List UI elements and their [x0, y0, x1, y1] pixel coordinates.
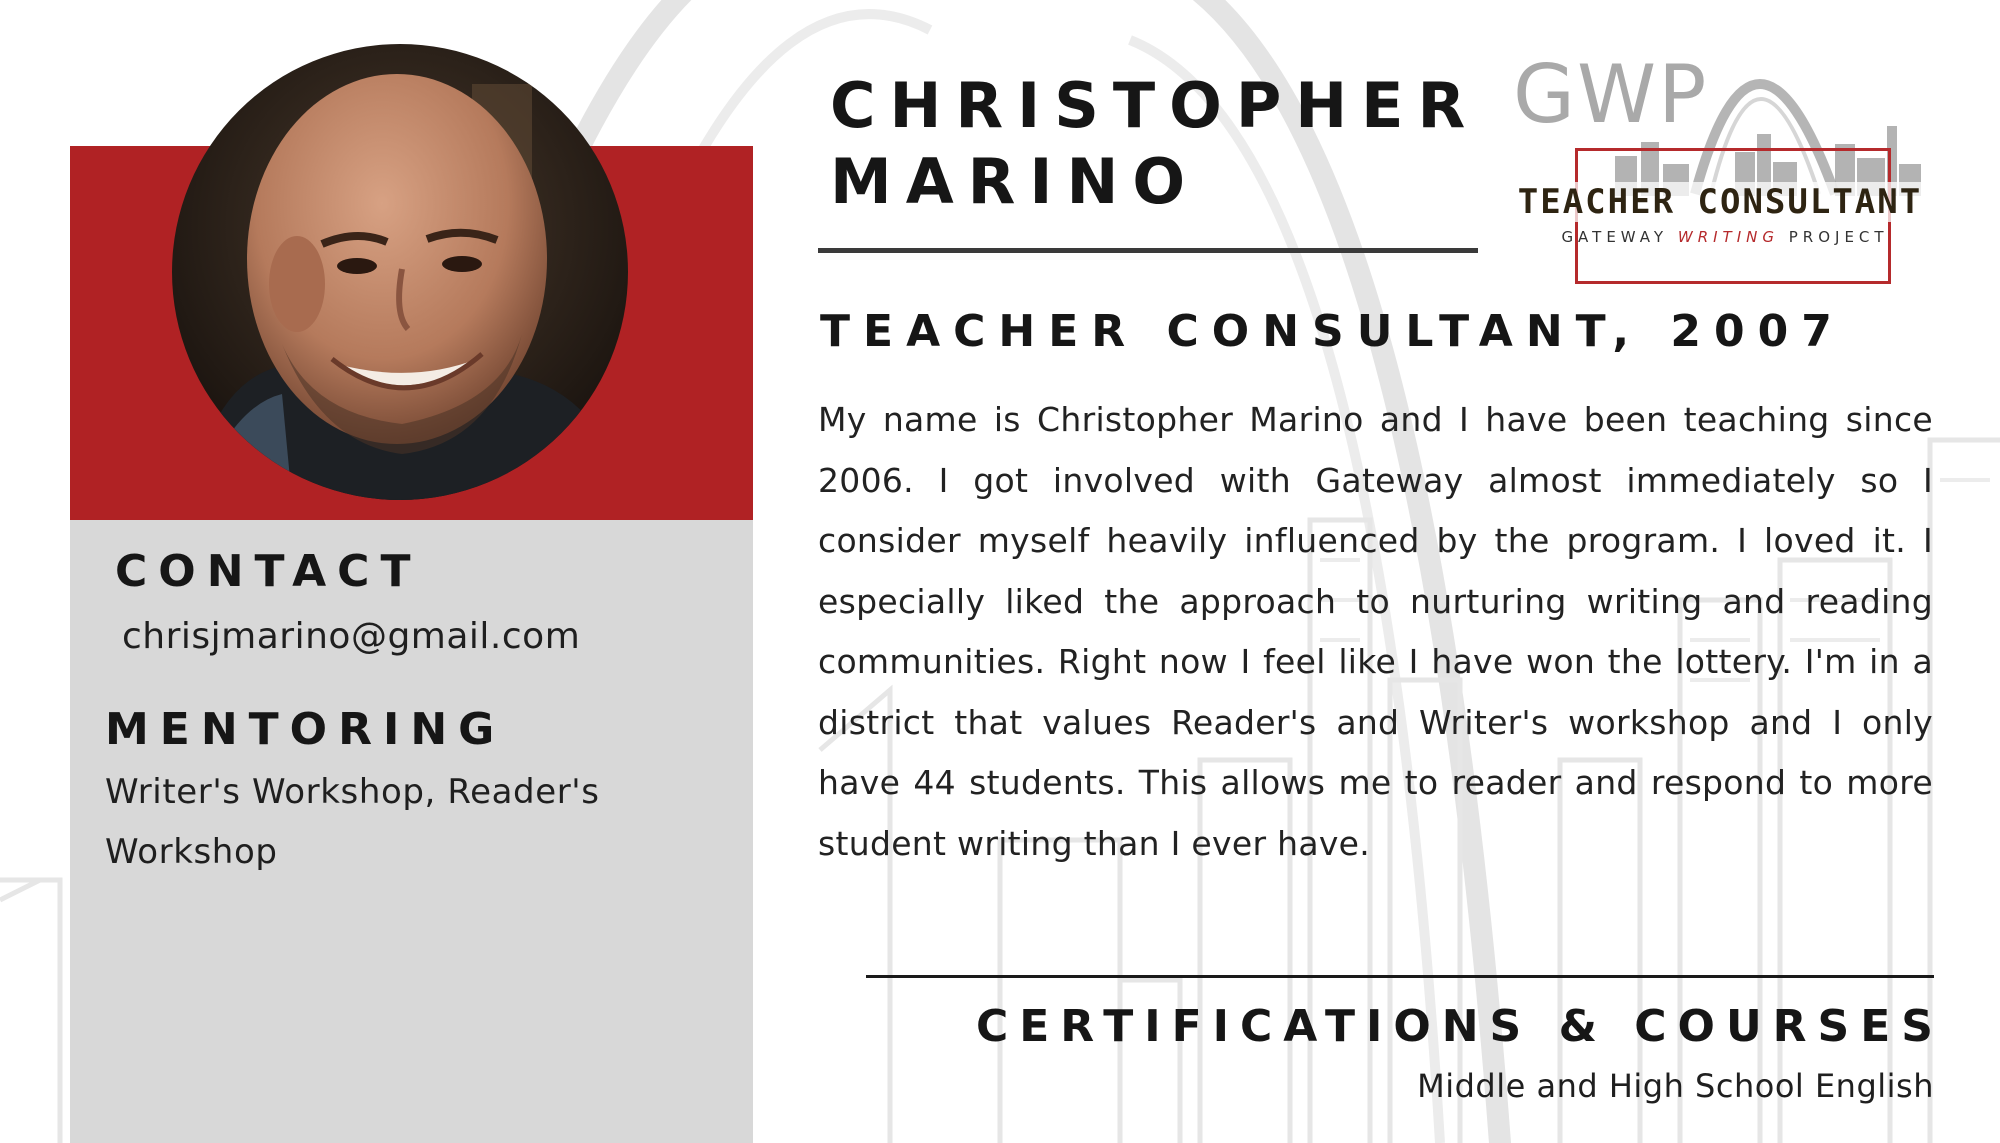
- mentoring-text: Writer's Workshop, Reader's Workshop: [105, 772, 600, 872]
- logo-sub-project: PROJECT: [1788, 228, 1889, 246]
- headshot-photo: [172, 44, 628, 500]
- certifications-text: Middle and High School English: [1417, 1067, 1934, 1105]
- bio-paragraph: My name is Christopher Marino and I have been teaching since 2006. I got involved with Gateway almost immediately so I consider myself heavily influenced by the program. I loved it. I especially liked the approach to nurturing writing and reading communities. Right now I feel like I have won the lottery. I'm in a district that values Reader's and Writer's workshop and I only have 44 students. This allows me to reader and respond to more student writing than I ever have.: [818, 400, 1933, 863]
- certifications-divider: [866, 975, 1934, 978]
- name-first: CHRISTOPHER: [830, 69, 1480, 142]
- role-title: TEACHER CONSULTANT, 2007: [820, 306, 1845, 357]
- name-divider: [818, 248, 1478, 253]
- logo-sub-writing: WRITING: [1677, 228, 1779, 246]
- gwp-logo: [1505, 34, 1935, 284]
- certifications-heading: CERTIFICATIONS & COURSES: [975, 1001, 1944, 1052]
- mentoring-heading: MENTORING: [105, 704, 506, 755]
- logo-subtitle: [1545, 228, 1905, 246]
- person-name: [830, 68, 1479, 220]
- contact-email[interactable]: chrisjmarino@gmail.com: [122, 616, 581, 657]
- gwp-letters: GWP: [1513, 48, 1709, 141]
- logo-sub-gateway: GATEWAY: [1561, 228, 1669, 246]
- logo-title: TEACHER CONSULTANT: [1501, 182, 1939, 222]
- name-last: MARINO: [830, 145, 1200, 218]
- contact-heading: CONTACT: [115, 546, 422, 597]
